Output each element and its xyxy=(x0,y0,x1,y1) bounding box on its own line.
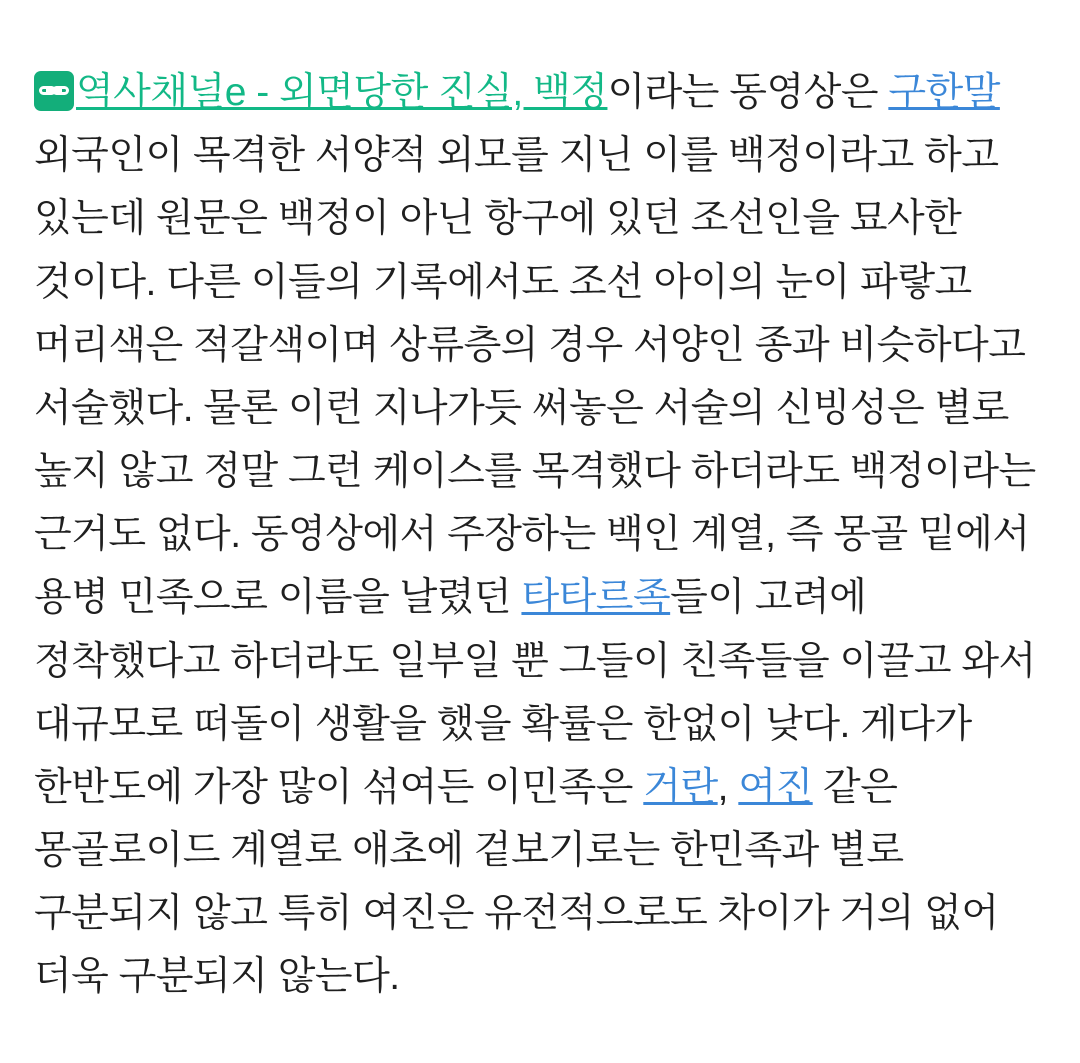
video-title-link-label: 역사채널e - 외면당한 진실, 백정 xyxy=(76,71,608,114)
link-jurchen[interactable]: 여진 xyxy=(738,765,813,809)
link-tatar[interactable]: 타타르족 xyxy=(521,576,671,620)
external-link-icon xyxy=(34,71,74,111)
article-paragraph xyxy=(34,61,1046,1009)
paragraph-text-2: 외국인이 목격한 서양적 외모를 지닌 이를 백정이라고 하고 있는데 원문은 백정이 아닌 항구에 있던 조선인을 묘사한 것이다. 다른 이들의 기록에서도 조선 아이의 눈이 파랗고 머리색은 적갈색이며 상류층의 경우 서양인 종과 비슷하다고 서술했다. 물론 이런 지나가듯 써놓은 서술의 신빙성은 별로 높지 않고 정말 그런 케이스를 목격했다 하더라도 백정이라는 근거도 없다. 동영상에서 주장하는 백인 계열, 즉 몽골 밑에서 용병 민족으로 이름을 날렸던 xyxy=(34,134,1036,620)
paragraph-text-1: 이라는 동영상은 xyxy=(607,71,889,114)
paragraph-text-3: 들이 고려에 정착했다고 하더라도 일부일 뿐 그들이 친족들을 이끌고 와서 대규모로 떠돌이 생활을 했을 확률은 한없이 낮다. 게다가 한반도에 가장 많이 섞여든 이민족은 xyxy=(34,576,1036,809)
paragraph-text-4: , xyxy=(717,765,739,809)
paragraph-text-5: 같은 몽골로이드 계열로 애초에 겉보기로는 한민족과 별로 구분되지 않고 특히 여진은 유전적으로도 차이가 거의 없어 더욱 구분되지 않는다. xyxy=(34,765,999,999)
link-gu-han-mal[interactable]: 구한말 xyxy=(888,71,1000,114)
link-khitan[interactable]: 거란 xyxy=(643,765,718,809)
video-title-link[interactable] xyxy=(34,71,607,114)
